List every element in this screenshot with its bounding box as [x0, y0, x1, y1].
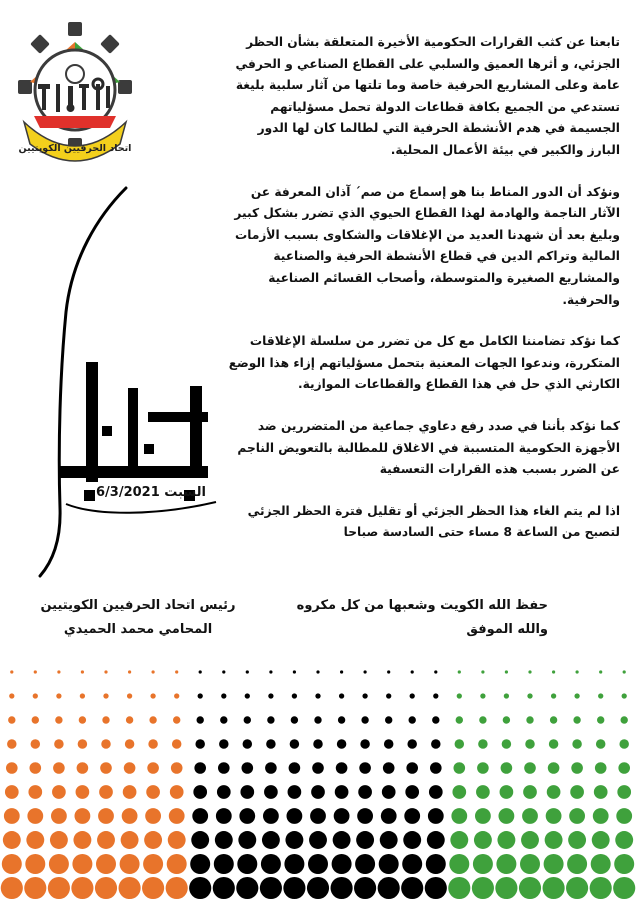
halftone-dot: [172, 739, 182, 749]
halftone-dot: [337, 739, 347, 749]
halftone-dot: [594, 785, 608, 799]
halftone-dot: [340, 670, 343, 673]
halftone-dot: [574, 693, 579, 698]
halftone-dot: [24, 877, 46, 899]
halftone-dot: [121, 831, 139, 849]
halftone-dot: [119, 877, 141, 899]
halftone-dot: [96, 854, 116, 874]
halftone-dot: [237, 854, 257, 874]
halftone-dot: [332, 854, 352, 874]
halftone-dot: [572, 739, 582, 749]
halftone-dot: [409, 716, 416, 723]
halftone-dot: [75, 808, 91, 824]
halftone-dot: [549, 739, 559, 749]
halftone-dot: [411, 670, 414, 673]
halftone-dot: [81, 670, 84, 673]
halftone-dot: [616, 808, 632, 824]
halftone-dot: [457, 693, 462, 698]
halftone-dot: [220, 716, 227, 723]
statement-body: [222, 32, 620, 564]
halftone-dot: [269, 670, 272, 673]
halftone-dot: [478, 739, 488, 749]
closing-line-2: والله الموفق: [466, 622, 548, 637]
halftone-dot: [57, 670, 60, 673]
halftone-dot: [477, 762, 489, 774]
halftone-dot: [221, 693, 226, 698]
halftone-dot: [49, 854, 69, 874]
halftone-dot: [262, 831, 280, 849]
halftone-dot: [550, 716, 557, 723]
halftone-dot: [451, 808, 467, 824]
halftone-dot: [615, 831, 633, 849]
halftone-dot: [213, 877, 235, 899]
halftone-dot: [246, 670, 249, 673]
halftone-dot: [452, 785, 466, 799]
halftone-dot: [289, 762, 301, 774]
halftone-dot: [571, 762, 583, 774]
halftone-dot: [472, 877, 494, 899]
halftone-dot: [567, 854, 587, 874]
halftone-dot: [358, 785, 372, 799]
union-logo-icon: [16, 20, 134, 170]
halftone-dot: [238, 831, 256, 849]
halftone-dot: [193, 785, 207, 799]
halftone-dot: [197, 716, 204, 723]
halftone-dot: [3, 831, 21, 849]
halftone-dot: [311, 785, 325, 799]
halftone-dot: [152, 670, 155, 673]
halftone-dot: [523, 785, 537, 799]
paragraph-3: كما نؤكد تضامننا الكامل مع كل من تضرر من سلسلة الإغلاقات المتكررة، وندعوا الجهات المعنية بتحمل مسؤلياتهم إزاء هذا الوضع الكارثي الذي حل في هذا القطاع والقطاعات الموازية.: [228, 334, 620, 392]
halftone-dot: [430, 762, 442, 774]
halftone-dot: [73, 831, 91, 849]
halftone-dot: [614, 854, 634, 874]
halftone-dot: [503, 716, 510, 723]
halftone-dot: [78, 739, 88, 749]
halftone-dot: [215, 831, 233, 849]
halftone-dot: [527, 693, 532, 698]
halftone-dot: [146, 785, 160, 799]
halftone-dot: [284, 854, 304, 874]
halftone-dot: [242, 762, 254, 774]
halftone-dot: [25, 854, 45, 874]
halftone-dot: [497, 831, 515, 849]
halftone-dot: [449, 854, 469, 874]
halftone-dot: [480, 693, 485, 698]
halftone-dot: [97, 831, 115, 849]
halftone-dot: [80, 693, 85, 698]
halftone-dot: [219, 739, 229, 749]
halftone-dot: [48, 877, 70, 899]
halftone-dot: [361, 716, 368, 723]
halftone-dot: [336, 762, 348, 774]
halftone-dot: [448, 877, 470, 899]
halftone-dot: [95, 877, 117, 899]
halftone-dot: [590, 877, 612, 899]
halftone-dot: [142, 877, 164, 899]
halftone-dot: [429, 785, 443, 799]
halftone-dot: [150, 693, 155, 698]
halftone-dot: [568, 831, 586, 849]
halftone-dot: [314, 716, 321, 723]
halftone-dot: [496, 854, 516, 874]
halftone-dot: [244, 716, 251, 723]
halftone-dot: [426, 854, 446, 874]
halftone-dot: [599, 670, 602, 673]
halftone-dot: [266, 739, 276, 749]
halftone-dot: [597, 716, 604, 723]
halftone-dot: [285, 831, 303, 849]
halftone-dot: [123, 785, 137, 799]
halftone-dot: [406, 762, 418, 774]
signature-name: المحامي محمد الحميدي: [63, 622, 213, 637]
halftone-dot: [194, 762, 206, 774]
halftone-dot: [293, 670, 296, 673]
halftone-dot: [195, 739, 205, 749]
halftone-dot: [499, 808, 515, 824]
halftone-dot: [267, 716, 274, 723]
halftone-dot: [525, 739, 535, 749]
halftone-dot: [2, 854, 22, 874]
halftone-dot: [126, 716, 133, 723]
halftone-dot: [548, 762, 560, 774]
halftone-dot: [7, 739, 16, 749]
halftone-dot: [479, 716, 486, 723]
halftone-dot: [618, 762, 630, 774]
halftone-dot: [28, 785, 42, 799]
halftone-dot: [576, 670, 579, 673]
halftone-dot: [264, 785, 278, 799]
halftone-dot: [169, 808, 185, 824]
halftone-dot: [268, 693, 273, 698]
halftone-dot: [170, 785, 184, 799]
halftone-dot: [120, 854, 140, 874]
halftone-dot: [380, 831, 398, 849]
halftone-dot: [405, 785, 419, 799]
halftone-dot: [50, 831, 68, 849]
halftone-dot: [313, 739, 323, 749]
halftone-dot: [335, 785, 349, 799]
halftone-dot: [26, 831, 44, 849]
halftone-dot: [6, 762, 18, 774]
halftone-dot: [199, 670, 202, 673]
halftone-dot: [189, 877, 211, 899]
halftone-dot: [173, 716, 180, 723]
halftone-dot: [5, 785, 19, 799]
halftone-dot: [218, 762, 230, 774]
statement-date: السبت 6/3/2021: [96, 485, 206, 500]
halftone-dot: [124, 762, 136, 774]
paragraph-5: اذا لم يتم الغاء هذا الحظر الجزئي أو تقليل فترة الحظر الجزئي لتصبح من الساعة 8 مساء حتى السادسة صباحا: [247, 503, 620, 540]
halftone-dot: [474, 831, 492, 849]
halftone-dot: [8, 716, 15, 723]
halftone-dot: [122, 808, 138, 824]
halftone-dot: [504, 693, 509, 698]
logo-text: اتحاد الحرفيين الكويتيين: [18, 143, 132, 154]
halftone-dot: [410, 693, 415, 698]
halftone-dot: [168, 831, 186, 849]
halftone-dot: [425, 877, 447, 899]
halftone-dot: [309, 831, 327, 849]
halftone-dot: [356, 831, 374, 849]
halftone-dot: [147, 762, 159, 774]
halftone-dot: [544, 854, 564, 874]
halftone-dot: [338, 716, 345, 723]
halftone-dot: [261, 854, 281, 874]
halftone-dot: [573, 716, 580, 723]
halftone-dot: [4, 808, 20, 824]
halftone-dot: [291, 716, 298, 723]
halftone-dot: [32, 716, 39, 723]
halftone-dots-pattern: [0, 660, 636, 900]
halftone-dot: [520, 854, 540, 874]
halftone-dot: [407, 739, 417, 749]
halftone-dot: [222, 670, 225, 673]
halftone-dot: [31, 739, 41, 749]
halftone-dot: [359, 762, 371, 774]
halftone-dot: [77, 762, 89, 774]
halftone-dot: [9, 693, 14, 698]
halftone-dot: [591, 854, 611, 874]
halftone-dot: [175, 670, 178, 673]
halftone-dot: [404, 808, 420, 824]
halftone-dot: [72, 854, 92, 874]
halftone-dot: [125, 739, 135, 749]
halftone-dot: [383, 762, 395, 774]
halftone-dot: [10, 670, 13, 673]
halftone-dot: [617, 785, 631, 799]
halftone-dot: [495, 877, 517, 899]
halftone-dot: [619, 739, 629, 749]
halftone-dot: [33, 693, 38, 698]
halftone-dot: [569, 808, 585, 824]
halftone-dot: [127, 693, 132, 698]
halftone-dot: [547, 785, 561, 799]
halftone-dot: [566, 877, 588, 899]
halftone-dot: [243, 739, 253, 749]
halftone-dot: [260, 877, 282, 899]
halftone-dot: [613, 877, 635, 899]
halftone-dot: [428, 808, 444, 824]
halftone-dot: [387, 670, 390, 673]
halftone-dot: [102, 716, 109, 723]
halftone-dot: [596, 739, 606, 749]
halftone-dot: [71, 877, 93, 899]
halftone-dot: [427, 831, 445, 849]
halftone-dot: [239, 808, 255, 824]
halftone-dot: [593, 808, 609, 824]
halftone-dot: [144, 831, 162, 849]
halftone-dot: [53, 762, 65, 774]
halftone-dot: [379, 854, 399, 874]
halftone-dot: [30, 762, 42, 774]
halftone-dot: [384, 739, 394, 749]
halftone-dot: [103, 693, 108, 698]
halftone-dot: [570, 785, 584, 799]
halftone-dot: [312, 762, 324, 774]
halftone-dot: [331, 877, 353, 899]
halftone-dot: [292, 693, 297, 698]
halftone-dot: [481, 670, 484, 673]
halftone-dot: [166, 877, 188, 899]
halftone-dot: [526, 716, 533, 723]
halftone-dot: [333, 831, 351, 849]
halftone-dot: [592, 831, 610, 849]
halftone-dot: [98, 808, 114, 824]
halftone-dot: [476, 785, 490, 799]
paragraph-4: كما نؤكد بأننا في صدد رفع دعاوي جماعية من المتضررين ضد الأجهزة الحكومية المتسببة في الاغلاق للمطالبة بالتعويض الناجم عن الضرر بسبب هذه القرارات التعسفية: [237, 418, 620, 477]
halftone-dot: [54, 739, 64, 749]
signature-block: [12, 594, 264, 642]
halftone-dot: [143, 854, 163, 874]
halftone-dot: [236, 877, 258, 899]
halftone-dot: [432, 716, 439, 723]
halftone-dot: [217, 785, 231, 799]
halftone-dot: [385, 716, 392, 723]
halftone-dot: [552, 670, 555, 673]
halftone-dot: [198, 693, 203, 698]
halftone-dot: [288, 785, 302, 799]
halftone-dot: [522, 808, 538, 824]
halftone-dot: [51, 808, 67, 824]
halftone-dot: [381, 808, 397, 824]
halftone-dot: [216, 808, 232, 824]
halftone-dot: [55, 716, 62, 723]
halftone-dot: [622, 693, 627, 698]
halftone-dot: [458, 670, 461, 673]
halftone-dot: [403, 831, 421, 849]
halftone-dot: [521, 831, 539, 849]
halftone-dot: [287, 808, 303, 824]
halftone-dot: [290, 739, 300, 749]
halftone-dot: [339, 693, 344, 698]
halftone-dot: [145, 808, 161, 824]
halftone-dot: [354, 877, 376, 899]
halftone-dot: [378, 877, 400, 899]
halftone-dot: [283, 877, 305, 899]
halftone-dot: [334, 808, 350, 824]
halftone-dot: [355, 854, 375, 874]
halftone-dot: [101, 739, 111, 749]
halftone-dot: [315, 693, 320, 698]
halftone-dot: [307, 877, 329, 899]
paragraph-2: ونؤكد أن الدور المناط بنا هو إسماع من صم´ آذان المعرفة عن الآثار الناجمة والهادمة لهذا القطاع الحيوي الذي تضرر بشكل كبير وبليغ بعد أن شهدنا العديد من الإغلاقات والشكاوى بسبب الأزمات المالية وتراكم الدين في قطاع الأنشطة الحرفية والصناعية والمشاريع الصغيرة والمتوسطة، وأصحاب القسائم الصناعية والحرفية.: [234, 184, 620, 307]
halftone-dot: [364, 670, 367, 673]
halftone-dot: [402, 854, 422, 874]
halftone-dot: [543, 877, 565, 899]
halftone-dot: [27, 808, 43, 824]
halftone-dot: [545, 831, 563, 849]
halftone-dot: [360, 739, 370, 749]
halftone-dot: [456, 716, 463, 723]
halftone-dot: [149, 716, 156, 723]
halftone-dot: [524, 762, 536, 774]
halftone-dot: [546, 808, 562, 824]
halftone-dot: [551, 693, 556, 698]
halftone-dot: [401, 877, 423, 899]
halftone-dot: [79, 716, 86, 723]
halftone-dot: [174, 693, 179, 698]
halftone-dot: [34, 670, 37, 673]
halftone-dot: [362, 693, 367, 698]
halftone-dot: [167, 854, 187, 874]
halftone-dot: [263, 808, 279, 824]
closing-block: [290, 594, 548, 642]
halftone-dot: [528, 670, 531, 673]
halftone-dot: [455, 739, 465, 749]
halftone-dot: [500, 785, 514, 799]
halftone-dot: [100, 762, 112, 774]
halftone-dot: [265, 762, 277, 774]
halftone-dot: [308, 854, 328, 874]
halftone-dot: [519, 877, 541, 899]
halftone-dot: [316, 670, 319, 673]
halftone-dot: [475, 808, 491, 824]
halftone-dot: [148, 739, 158, 749]
halftone-dot: [52, 785, 66, 799]
halftone-dot: [190, 854, 210, 874]
halftone-dot: [104, 670, 107, 673]
paragraph-1: تابعنا عن كثب القرارات الحكومية الأخيرة المتعلقة بشأن الحظر الجزئي، و أثرها العميق والسلبي على القطاع الصناعي و الحرفي عامة وعلى المشاريع الحرفية خاصة وما تلتها من آثار سلبية بليغة تستدعي من الجميع بكافة قطاعات الدولة تحمل مسؤلياتهم الجسيمة في هدم الأنشطة الحرفية التي لطالما كان لها الدور البارز والكبير في بيئة الأعمال المحلية.: [235, 35, 620, 157]
halftone-dot: [450, 831, 468, 849]
halftone-dot: [214, 854, 234, 874]
halftone-dot: [192, 808, 208, 824]
halftone-dot: [382, 785, 396, 799]
halftone-dot: [595, 762, 607, 774]
halftone-dot: [240, 785, 254, 799]
halftone-dot: [473, 854, 493, 874]
halftone-dot: [431, 739, 441, 749]
halftone-dot: [598, 693, 603, 698]
halftone-dot: [502, 739, 512, 749]
halftone-dot: [128, 670, 131, 673]
halftone-dot: [1, 877, 23, 899]
halftone-dot: [310, 808, 326, 824]
halftone-dot: [623, 670, 626, 673]
halftone-dot: [434, 670, 437, 673]
halftone-dot: [245, 693, 250, 698]
halftone-dot: [56, 693, 61, 698]
halftone-dot: [357, 808, 373, 824]
halftone-dot: [171, 762, 183, 774]
halftone-dot: [386, 693, 391, 698]
statement-calligraphy-icon: [36, 186, 226, 586]
halftone-dot: [99, 785, 113, 799]
halftone-dot: [621, 716, 628, 723]
halftone-dot: [501, 762, 513, 774]
halftone-dot: [454, 762, 466, 774]
halftone-dot: [191, 831, 209, 849]
statement-word: بيان: [36, 186, 38, 187]
halftone-dot: [76, 785, 90, 799]
halftone-dot: [433, 693, 438, 698]
halftone-dot: [505, 670, 508, 673]
signature-title: رئيس اتحاد الحرفيين الكويتيين: [40, 598, 236, 613]
closing-line-1: حفظ الله الكويت وشعبها من كل مكروه: [296, 598, 548, 613]
